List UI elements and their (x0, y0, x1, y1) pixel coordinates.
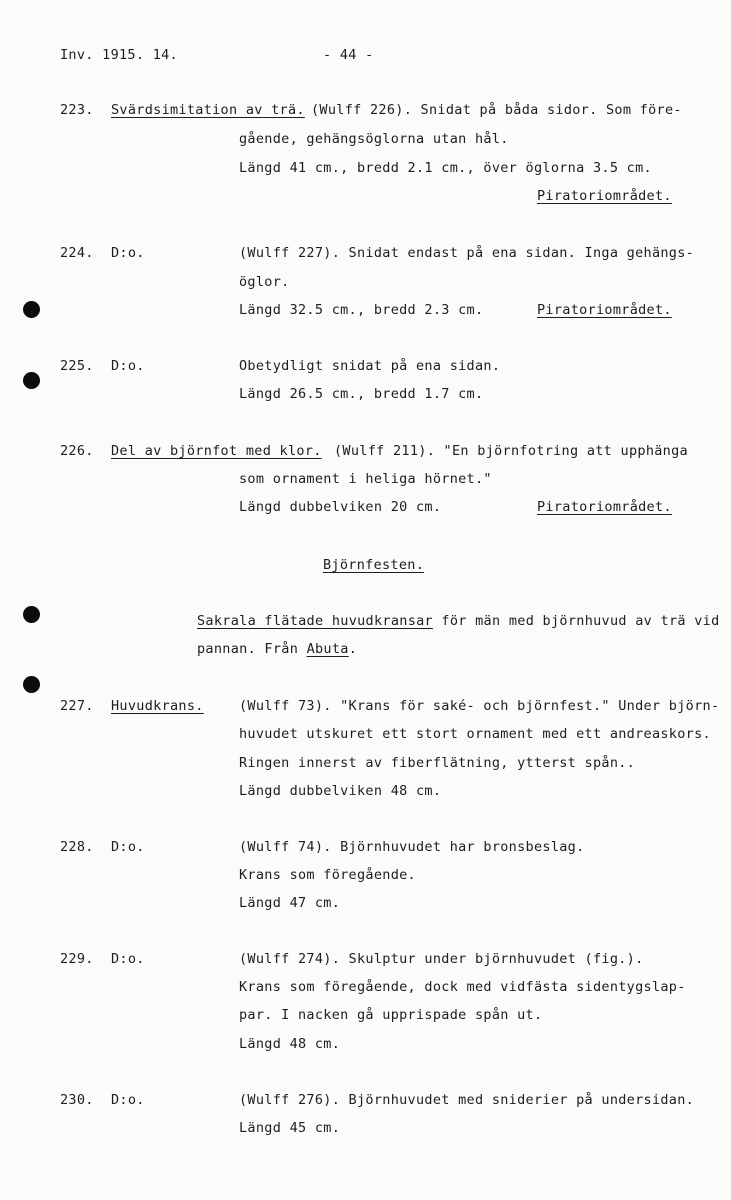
entry-number: 229. (60, 951, 94, 967)
entry-title: D:o. (111, 358, 145, 374)
entry-text: (Wulff 211). "En björnfotring att upphänga (334, 443, 688, 459)
entry-region: Piratoriområdet. (537, 499, 672, 515)
entry-text: Längd 32.5 cm., bredd 2.3 cm. (239, 302, 484, 318)
place-name: Abuta (306, 641, 349, 657)
entry-text: gående, gehängsöglorna utan hål. (239, 131, 509, 147)
entry-text: Längd dubbelviken 20 cm. (239, 499, 442, 515)
entry-text: (Wulff 74). Björnhuvudet har bronsbeslag. (239, 839, 585, 855)
entry-text: Längd 48 cm. (239, 1036, 341, 1052)
entry-title: D:o. (111, 245, 145, 261)
section-intro-text: pannan. Från (197, 641, 307, 657)
entry-text: Obetydligt snidat på ena sidan. (239, 358, 501, 374)
entry-number: 226. (60, 443, 94, 459)
section-intro (197, 612, 720, 630)
entry-text: öglor. (239, 274, 290, 290)
entry-text: huvudet utskuret ett stort ornament med ett andreaskors. (239, 726, 711, 742)
entry-text: (Wulff 226). Snidat på båda sidor. Som före- (311, 102, 682, 118)
section-intro-underlined: Sakrala flätade huvudkransar (197, 613, 433, 629)
section-intro-line2 (197, 640, 357, 658)
entry-title: D:o. (111, 951, 145, 967)
entry-number: 223. (60, 102, 94, 118)
page-number: - 44 - (323, 47, 374, 63)
entry-number: 230. (60, 1092, 94, 1108)
binder-hole (23, 676, 40, 693)
binder-hole (23, 301, 40, 318)
entry-number: 225. (60, 358, 94, 374)
entry-text: Längd 41 cm., bredd 2.1 cm., över öglorna 3.5 cm. (239, 160, 652, 176)
entry-text: Längd 47 cm. (239, 895, 341, 911)
entry-text: Längd dubbelviken 48 cm. (239, 783, 442, 799)
entry-region: Piratoriområdet. (537, 188, 672, 204)
section-intro-end: . (348, 641, 358, 657)
entry-text: par. I nacken gå upprispade spån ut. (239, 1007, 543, 1023)
entry-title: D:o. (111, 839, 145, 855)
entry-text: Krans som föregående, dock med vidfästa sidentygslap- (239, 979, 686, 995)
entry-text: (Wulff 276). Björnhuvudet med sniderier på undersidan. (239, 1092, 695, 1108)
binder-hole (23, 372, 40, 389)
entry-text: (Wulff 274). Skulptur under björnhuvudet (fig.). (239, 951, 644, 967)
entry-title: Huvudkrans. (111, 698, 204, 714)
entry-text: Krans som föregående. (239, 867, 416, 883)
entry-title: Del av björnfot med klor. (111, 443, 322, 459)
entry-text: Längd 26.5 cm., bredd 1.7 cm. (239, 386, 484, 402)
entry-number: 224. (60, 245, 94, 261)
entry-title: D:o. (111, 1092, 145, 1108)
section-intro-rest: för män med björnhuvud av trä vid (441, 613, 720, 629)
entry-text: Längd 45 cm. (239, 1120, 341, 1136)
inventory-number: Inv. 1915. 14. (60, 47, 178, 63)
entry-text: som ornament i heliga hörnet." (239, 471, 492, 487)
binder-hole (23, 606, 40, 623)
section-heading: Björnfesten. (323, 557, 425, 573)
entry-region: Piratoriområdet. (537, 302, 672, 318)
entry-number: 227. (60, 698, 94, 714)
entry-number: 228. (60, 839, 94, 855)
entry-text: (Wulff 227). Snidat endast på ena sidan. Inga gehängs- (239, 245, 695, 261)
entry-text: Ringen innerst av fiberflätning, ytterst spån.. (239, 755, 636, 771)
entry-title: Svärdsimitation av trä. (111, 102, 305, 118)
entry-text: (Wulff 73). "Krans för saké- och björnfest." Under björn- (239, 698, 720, 714)
